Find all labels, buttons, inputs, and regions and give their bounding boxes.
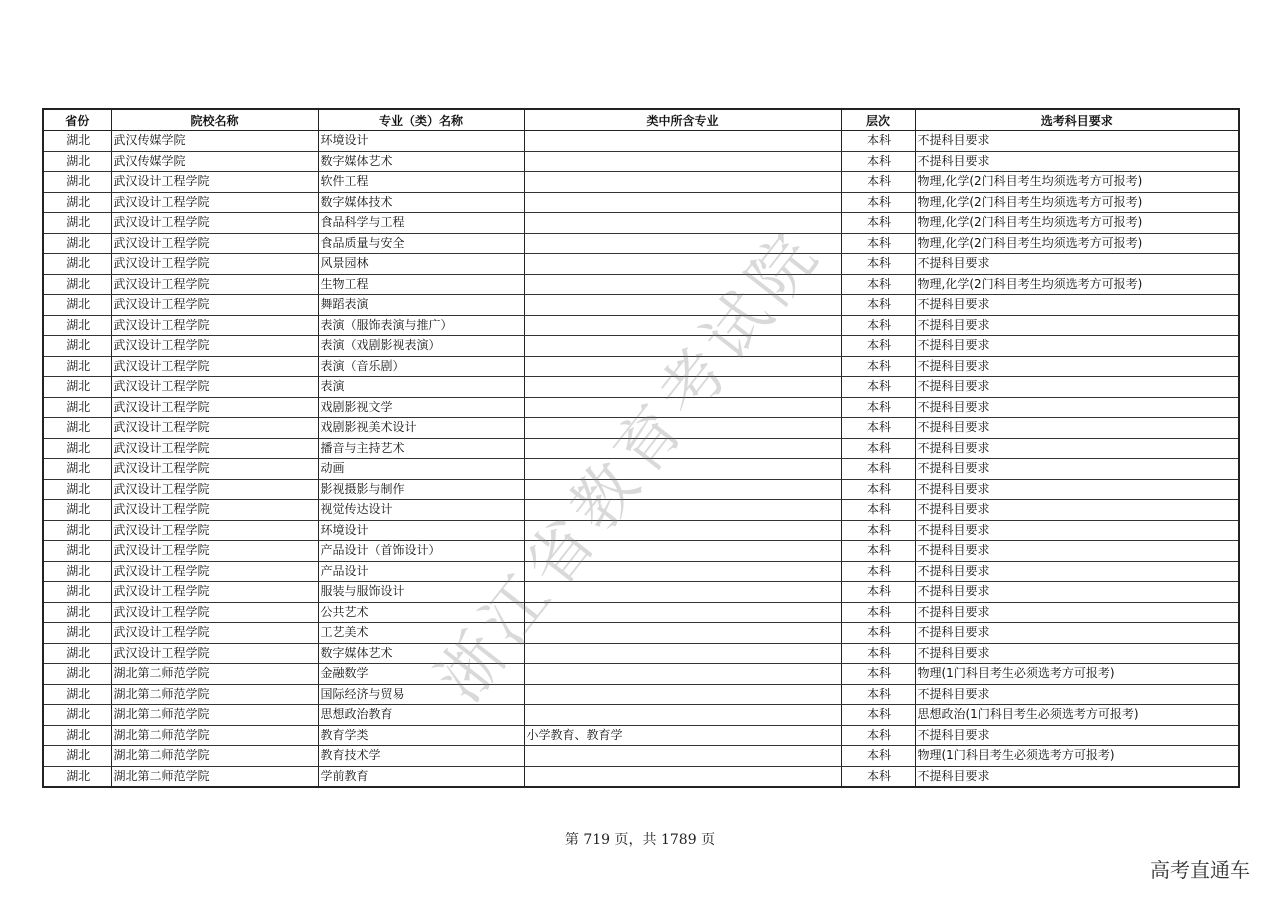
cell-level: 本科 xyxy=(841,479,915,500)
cell-province: 湖北 xyxy=(43,664,111,685)
cell-subject-requirements: 不提科目要求 xyxy=(915,356,1239,377)
cell-included-majors xyxy=(524,541,841,562)
cell-level: 本科 xyxy=(841,541,915,562)
table-row xyxy=(43,643,1239,664)
cell-included-majors xyxy=(524,315,841,336)
cell-province: 湖北 xyxy=(43,766,111,787)
cell-school-name: 武汉设计工程学院 xyxy=(111,274,318,295)
cell-level: 本科 xyxy=(841,418,915,439)
cell-province: 湖北 xyxy=(43,418,111,439)
cell-school-name: 武汉设计工程学院 xyxy=(111,213,318,234)
cell-included-majors xyxy=(524,746,841,767)
cell-level: 本科 xyxy=(841,459,915,480)
cell-level: 本科 xyxy=(841,582,915,603)
cell-subject-requirements: 不提科目要求 xyxy=(915,131,1239,152)
cell-included-majors xyxy=(524,295,841,316)
cell-subject-requirements: 物理,化学(2门科目考生均须选考方可报考) xyxy=(915,172,1239,193)
cell-school-name: 武汉传媒学院 xyxy=(111,151,318,172)
cell-included-majors xyxy=(524,233,841,254)
cell-major-name: 表演（服饰表演与推广） xyxy=(318,315,524,336)
cell-level: 本科 xyxy=(841,561,915,582)
cell-province: 湖北 xyxy=(43,151,111,172)
cell-province: 湖北 xyxy=(43,397,111,418)
cell-major-name: 数字媒体艺术 xyxy=(318,643,524,664)
cell-major-name: 舞蹈表演 xyxy=(318,295,524,316)
cell-major-name: 风景园林 xyxy=(318,254,524,275)
table-row xyxy=(43,725,1239,746)
cell-subject-requirements: 物理(1门科目考生必须选考方可报考) xyxy=(915,746,1239,767)
cell-level: 本科 xyxy=(841,172,915,193)
cell-included-majors xyxy=(524,192,841,213)
cell-subject-requirements: 不提科目要求 xyxy=(915,254,1239,275)
table-row xyxy=(43,315,1239,336)
cell-included-majors xyxy=(524,151,841,172)
cell-province: 湖北 xyxy=(43,500,111,521)
cell-major-name: 数字媒体艺术 xyxy=(318,151,524,172)
cell-subject-requirements: 不提科目要求 xyxy=(915,459,1239,480)
cell-subject-requirements: 不提科目要求 xyxy=(915,500,1239,521)
cell-level: 本科 xyxy=(841,274,915,295)
cell-major-name: 软件工程 xyxy=(318,172,524,193)
cell-province: 湖北 xyxy=(43,705,111,726)
cell-subject-requirements: 不提科目要求 xyxy=(915,377,1239,398)
cell-major-name: 公共艺术 xyxy=(318,602,524,623)
table-row xyxy=(43,623,1239,644)
cell-major-name: 产品设计（首饰设计） xyxy=(318,541,524,562)
table-row xyxy=(43,438,1239,459)
cell-level: 本科 xyxy=(841,377,915,398)
table-row xyxy=(43,602,1239,623)
cell-included-majors xyxy=(524,131,841,152)
cell-major-name: 服装与服饰设计 xyxy=(318,582,524,603)
cell-major-name: 影视摄影与制作 xyxy=(318,479,524,500)
cell-included-majors xyxy=(524,254,841,275)
cell-major-name: 数字媒体技术 xyxy=(318,192,524,213)
cell-subject-requirements: 不提科目要求 xyxy=(915,479,1239,500)
cell-level: 本科 xyxy=(841,500,915,521)
cell-school-name: 湖北第二师范学院 xyxy=(111,746,318,767)
table-row xyxy=(43,459,1239,480)
cell-school-name: 武汉设计工程学院 xyxy=(111,172,318,193)
table-row xyxy=(43,233,1239,254)
table-row xyxy=(43,377,1239,398)
cell-school-name: 武汉设计工程学院 xyxy=(111,336,318,357)
cell-included-majors xyxy=(524,459,841,480)
cell-level: 本科 xyxy=(841,623,915,644)
cell-major-name: 产品设计 xyxy=(318,561,524,582)
cell-included-majors xyxy=(524,274,841,295)
table-row xyxy=(43,356,1239,377)
cell-subject-requirements: 不提科目要求 xyxy=(915,602,1239,623)
cell-subject-requirements: 不提科目要求 xyxy=(915,151,1239,172)
cell-included-majors xyxy=(524,623,841,644)
cell-included-majors xyxy=(524,438,841,459)
cell-subject-requirements: 不提科目要求 xyxy=(915,725,1239,746)
cell-school-name: 武汉传媒学院 xyxy=(111,131,318,152)
table-row xyxy=(43,705,1239,726)
cell-level: 本科 xyxy=(841,664,915,685)
table-row xyxy=(43,192,1239,213)
cell-level: 本科 xyxy=(841,397,915,418)
cell-included-majors xyxy=(524,561,841,582)
cell-level: 本科 xyxy=(841,602,915,623)
cell-major-name: 生物工程 xyxy=(318,274,524,295)
cell-major-name: 学前教育 xyxy=(318,766,524,787)
table-row xyxy=(43,151,1239,172)
table-row xyxy=(43,274,1239,295)
cell-major-name: 环境设计 xyxy=(318,131,524,152)
cell-level: 本科 xyxy=(841,643,915,664)
cell-included-majors xyxy=(524,397,841,418)
cell-province: 湖北 xyxy=(43,623,111,644)
table-body xyxy=(43,131,1239,788)
header-level: 层次 xyxy=(841,109,915,131)
cell-province: 湖北 xyxy=(43,725,111,746)
cell-included-majors xyxy=(524,602,841,623)
table-header-row xyxy=(43,109,1239,131)
cell-school-name: 武汉设计工程学院 xyxy=(111,192,318,213)
cell-subject-requirements: 不提科目要求 xyxy=(915,766,1239,787)
cell-major-name: 食品科学与工程 xyxy=(318,213,524,234)
cell-school-name: 武汉设计工程学院 xyxy=(111,254,318,275)
cell-level: 本科 xyxy=(841,213,915,234)
cell-level: 本科 xyxy=(841,192,915,213)
table-row xyxy=(43,582,1239,603)
cell-included-majors xyxy=(524,582,841,603)
cell-level: 本科 xyxy=(841,233,915,254)
cell-major-name: 戏剧影视美术设计 xyxy=(318,418,524,439)
header-province: 省份 xyxy=(43,109,111,131)
cell-subject-requirements: 不提科目要求 xyxy=(915,315,1239,336)
cell-major-name: 环境设计 xyxy=(318,520,524,541)
table-row xyxy=(43,746,1239,767)
cell-subject-requirements: 物理,化学(2门科目考生均须选考方可报考) xyxy=(915,233,1239,254)
cell-school-name: 武汉设计工程学院 xyxy=(111,500,318,521)
cell-school-name: 武汉设计工程学院 xyxy=(111,233,318,254)
cell-school-name: 武汉设计工程学院 xyxy=(111,623,318,644)
cell-major-name: 思想政治教育 xyxy=(318,705,524,726)
cell-level: 本科 xyxy=(841,520,915,541)
table-row xyxy=(43,172,1239,193)
cell-subject-requirements: 不提科目要求 xyxy=(915,336,1239,357)
cell-major-name: 教育技术学 xyxy=(318,746,524,767)
cell-school-name: 湖北第二师范学院 xyxy=(111,684,318,705)
table-row xyxy=(43,336,1239,357)
cell-major-name: 国际经济与贸易 xyxy=(318,684,524,705)
cell-included-majors xyxy=(524,213,841,234)
cell-included-majors xyxy=(524,664,841,685)
cell-level: 本科 xyxy=(841,295,915,316)
cell-province: 湖北 xyxy=(43,356,111,377)
cell-province: 湖北 xyxy=(43,336,111,357)
cell-subject-requirements: 物理,化学(2门科目考生均须选考方可报考) xyxy=(915,213,1239,234)
table-row xyxy=(43,684,1239,705)
table-row xyxy=(43,295,1239,316)
cell-school-name: 武汉设计工程学院 xyxy=(111,315,318,336)
cell-included-majors xyxy=(524,705,841,726)
table-row xyxy=(43,664,1239,685)
cell-major-name: 动画 xyxy=(318,459,524,480)
cell-province: 湖北 xyxy=(43,131,111,152)
table-row xyxy=(43,397,1239,418)
cell-major-name: 教育学类 xyxy=(318,725,524,746)
table-row xyxy=(43,418,1239,439)
cell-level: 本科 xyxy=(841,746,915,767)
cell-included-majors xyxy=(524,418,841,439)
cell-province: 湖北 xyxy=(43,582,111,603)
cell-province: 湖北 xyxy=(43,541,111,562)
cell-province: 湖北 xyxy=(43,602,111,623)
cell-province: 湖北 xyxy=(43,684,111,705)
table-row xyxy=(43,520,1239,541)
page-number-footer: 第 719 页，共 1789 页 xyxy=(564,832,716,848)
cell-subject-requirements: 思想政治(1门科目考生必须选考方可报考) xyxy=(915,705,1239,726)
cell-level: 本科 xyxy=(841,315,915,336)
cell-level: 本科 xyxy=(841,131,915,152)
cell-subject-requirements: 不提科目要求 xyxy=(915,623,1239,644)
cell-province: 湖北 xyxy=(43,459,111,480)
cell-included-majors xyxy=(524,356,841,377)
cell-major-name: 食品质量与安全 xyxy=(318,233,524,254)
cell-level: 本科 xyxy=(841,684,915,705)
cell-level: 本科 xyxy=(841,254,915,275)
cell-province: 湖北 xyxy=(43,274,111,295)
cell-province: 湖北 xyxy=(43,377,111,398)
header-subject-requirements: 选考科目要求 xyxy=(915,109,1239,131)
cell-subject-requirements: 不提科目要求 xyxy=(915,418,1239,439)
cell-subject-requirements: 不提科目要求 xyxy=(915,438,1239,459)
cell-province: 湖北 xyxy=(43,479,111,500)
cell-province: 湖北 xyxy=(43,315,111,336)
header-major-name: 专业（类）名称 xyxy=(318,109,524,131)
cell-included-majors: 小学教育、教育学 xyxy=(524,725,841,746)
brand-logo-text: 高考直通车 xyxy=(1150,858,1250,882)
cell-province: 湖北 xyxy=(43,643,111,664)
table-row xyxy=(43,500,1239,521)
cell-major-name: 视觉传达设计 xyxy=(318,500,524,521)
cell-included-majors xyxy=(524,479,841,500)
cell-subject-requirements: 不提科目要求 xyxy=(915,520,1239,541)
cell-included-majors xyxy=(524,766,841,787)
cell-subject-requirements: 物理(1门科目考生必须选考方可报考) xyxy=(915,664,1239,685)
cell-major-name: 金融数学 xyxy=(318,664,524,685)
table-row xyxy=(43,479,1239,500)
cell-school-name: 武汉设计工程学院 xyxy=(111,397,318,418)
cell-included-majors xyxy=(524,643,841,664)
cell-subject-requirements: 不提科目要求 xyxy=(915,541,1239,562)
cell-school-name: 武汉设计工程学院 xyxy=(111,459,318,480)
cell-included-majors xyxy=(524,500,841,521)
cell-school-name: 武汉设计工程学院 xyxy=(111,377,318,398)
cell-major-name: 播音与主持艺术 xyxy=(318,438,524,459)
table-row xyxy=(43,766,1239,787)
table-row xyxy=(43,561,1239,582)
cell-included-majors xyxy=(524,520,841,541)
cell-school-name: 武汉设计工程学院 xyxy=(111,541,318,562)
cell-school-name: 武汉设计工程学院 xyxy=(111,418,318,439)
cell-subject-requirements: 不提科目要求 xyxy=(915,643,1239,664)
admission-requirements-table xyxy=(42,108,1240,788)
table-row xyxy=(43,541,1239,562)
cell-province: 湖北 xyxy=(43,233,111,254)
cell-school-name: 武汉设计工程学院 xyxy=(111,356,318,377)
cell-school-name: 武汉设计工程学院 xyxy=(111,582,318,603)
cell-school-name: 武汉设计工程学院 xyxy=(111,643,318,664)
cell-included-majors xyxy=(524,684,841,705)
cell-province: 湖北 xyxy=(43,172,111,193)
cell-level: 本科 xyxy=(841,356,915,377)
cell-province: 湖北 xyxy=(43,746,111,767)
cell-level: 本科 xyxy=(841,336,915,357)
cell-school-name: 武汉设计工程学院 xyxy=(111,561,318,582)
cell-subject-requirements: 物理,化学(2门科目考生均须选考方可报考) xyxy=(915,192,1239,213)
cell-subject-requirements: 不提科目要求 xyxy=(915,295,1239,316)
cell-province: 湖北 xyxy=(43,520,111,541)
cell-school-name: 武汉设计工程学院 xyxy=(111,520,318,541)
cell-subject-requirements: 不提科目要求 xyxy=(915,582,1239,603)
cell-school-name: 湖北第二师范学院 xyxy=(111,705,318,726)
cell-province: 湖北 xyxy=(43,295,111,316)
cell-province: 湖北 xyxy=(43,213,111,234)
cell-province: 湖北 xyxy=(43,192,111,213)
cell-school-name: 武汉设计工程学院 xyxy=(111,438,318,459)
cell-province: 湖北 xyxy=(43,561,111,582)
cell-subject-requirements: 不提科目要求 xyxy=(915,397,1239,418)
header-included-majors: 类中所含专业 xyxy=(524,109,841,131)
header-school-name: 院校名称 xyxy=(111,109,318,131)
cell-subject-requirements: 不提科目要求 xyxy=(915,561,1239,582)
cell-major-name: 工艺美术 xyxy=(318,623,524,644)
cell-level: 本科 xyxy=(841,766,915,787)
cell-major-name: 表演（戏剧影视表演） xyxy=(318,336,524,357)
watermark-text: 浙江省教育考试院 xyxy=(423,215,837,716)
cell-level: 本科 xyxy=(841,705,915,726)
cell-school-name: 湖北第二师范学院 xyxy=(111,664,318,685)
cell-major-name: 表演（音乐剧） xyxy=(318,356,524,377)
table-row xyxy=(43,131,1239,152)
cell-level: 本科 xyxy=(841,438,915,459)
cell-province: 湖北 xyxy=(43,438,111,459)
table-row xyxy=(43,213,1239,234)
cell-subject-requirements: 不提科目要求 xyxy=(915,684,1239,705)
cell-school-name: 湖北第二师范学院 xyxy=(111,725,318,746)
cell-included-majors xyxy=(524,377,841,398)
cell-school-name: 湖北第二师范学院 xyxy=(111,766,318,787)
cell-school-name: 武汉设计工程学院 xyxy=(111,602,318,623)
cell-school-name: 武汉设计工程学院 xyxy=(111,295,318,316)
cell-included-majors xyxy=(524,172,841,193)
cell-included-majors xyxy=(524,336,841,357)
table-row xyxy=(43,254,1239,275)
cell-major-name: 表演 xyxy=(318,377,524,398)
cell-province: 湖北 xyxy=(43,254,111,275)
cell-subject-requirements: 物理,化学(2门科目考生均须选考方可报考) xyxy=(915,274,1239,295)
cell-level: 本科 xyxy=(841,725,915,746)
cell-school-name: 武汉设计工程学院 xyxy=(111,479,318,500)
cell-major-name: 戏剧影视文学 xyxy=(318,397,524,418)
cell-level: 本科 xyxy=(841,151,915,172)
